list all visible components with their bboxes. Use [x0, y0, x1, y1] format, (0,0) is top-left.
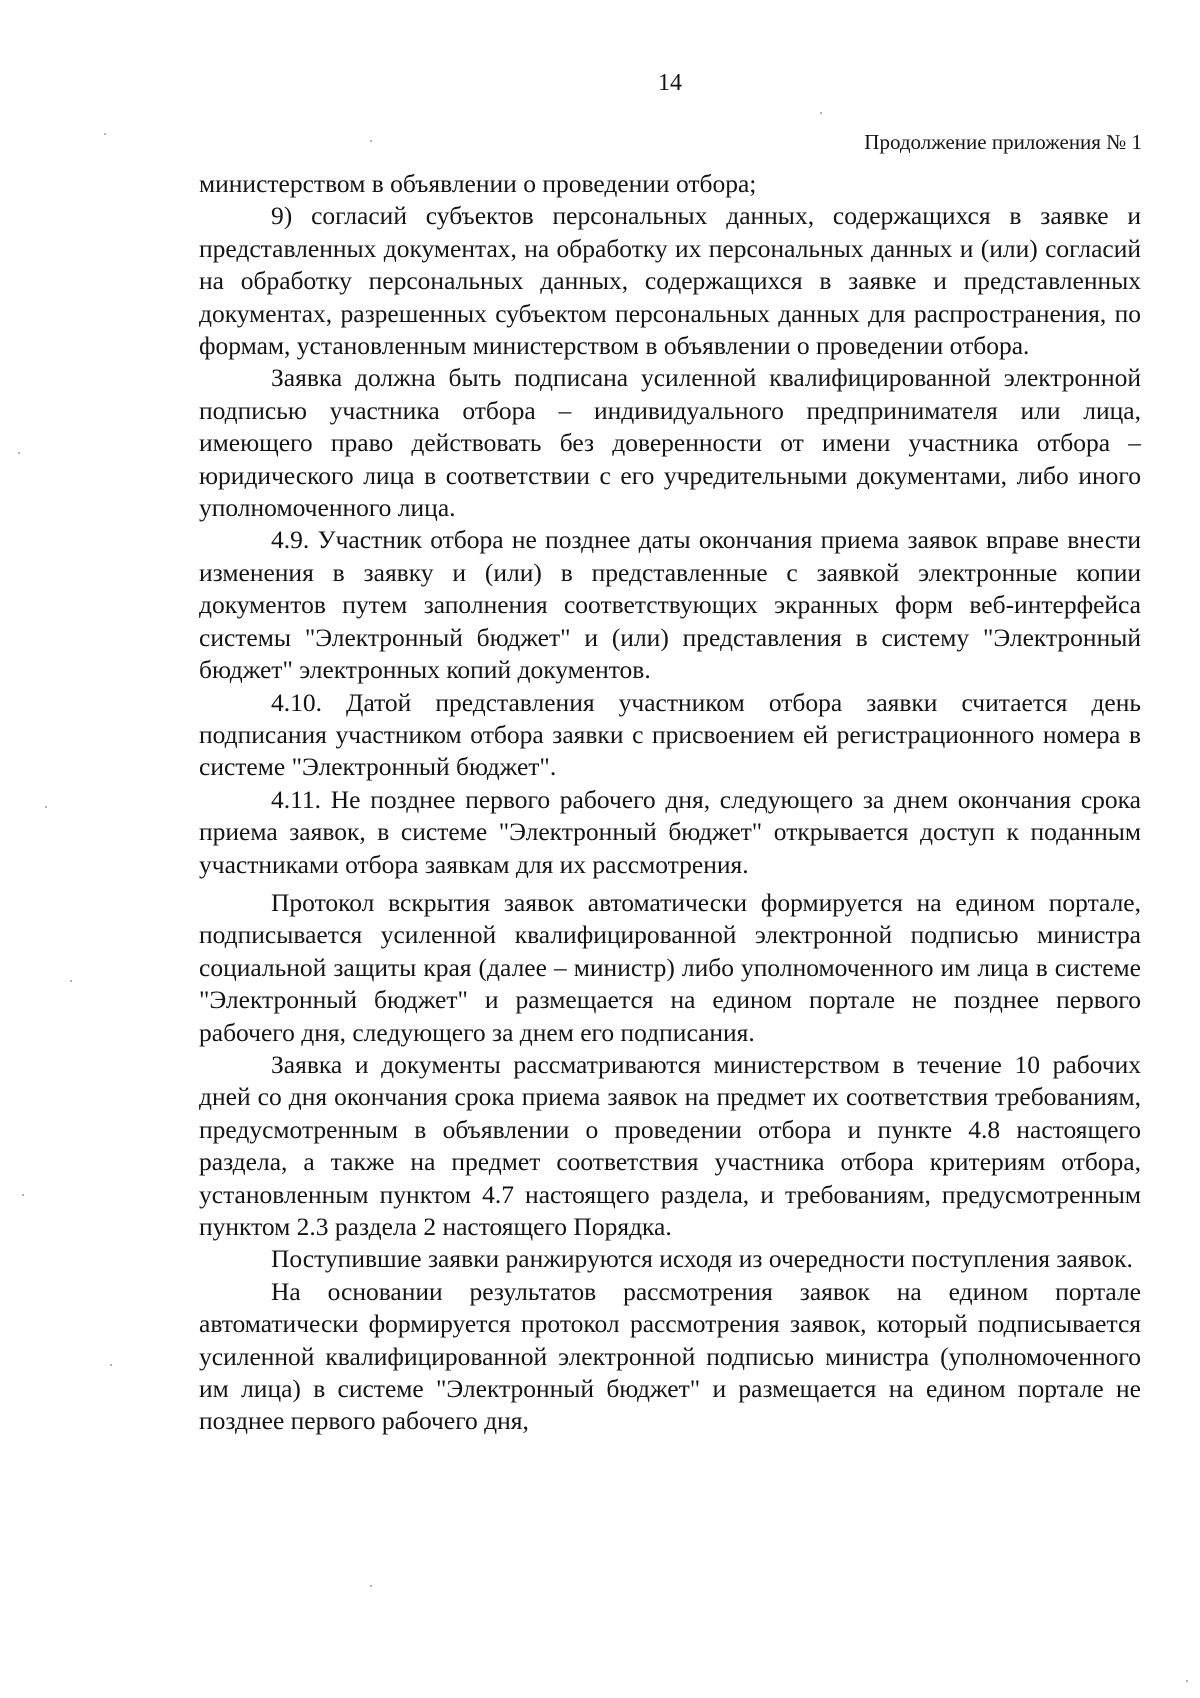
paragraph-signature-requirement: Заявка должна быть подписана усиленной квалифицированной электронной подписью участника отбора – индивидуального предпринимателя или лица, имеющего право действовать без доверенности от имени участника отбора – юридического лица в соответствии с его учредительными документами, либо иного уполномоченного лица. — [199, 363, 1141, 523]
paragraph-review-protocol: На основании результатов рассмотрения заявок на едином портале автоматически формируется протокол рассмотрения заявок, который подписывается усиленной квалифицированной электронной подписью министра (уполномоченного им лица) в системе "Электронный бюджет" и размещается на едином портале не позднее первого рабочего дня, — [199, 1276, 1141, 1436]
scan-speck — [370, 140, 372, 142]
scan-speck — [45, 806, 47, 808]
running-header: Продолжение приложения № 1 — [864, 130, 1142, 154]
paragraph-ranking: Поступившие заявки ранжируются исходя из очередности поступления заявок. — [271, 1244, 1133, 1274]
scan-speck — [70, 980, 72, 982]
scan-speck — [370, 1585, 372, 1587]
paragraph-review-terms: Заявка и документы рассматриваются министерством в течение 10 рабочих дней со дня окончания срока приема заявок на предмет их соответствия требованиям, предусмотренным в объявлении о проведении отбора и пункте 4.8 настоящего раздела, а также на предмет соответствия участника отбора критериям отбора, установленным пунктом 4.7 настоящего раздела, и требованиям, предусмотренным пунктом 2.3 раздела 2 настоящего Порядка. — [199, 1049, 1141, 1241]
scan-speck — [104, 133, 106, 135]
page-number: 14 — [658, 70, 682, 96]
paragraph-item-9: 9) согласий субъектов персональных данных, содержащихся в заявке и представленных документах, на обработку их персональных данных и (или) согласий на обработку персональных данных, содержащихся в заявке и представленных документах, разрешенных субъектом персональных данных для распространения, по формам, установленным министерством в объявлении о проведении отбора. — [199, 201, 1141, 361]
paragraph-4-10: 4.10. Датой представления участником отбора заявки считается день подписания участником отбора заявки с присвоением ей регистрационного номера в системе "Электронный бюджет". — [199, 687, 1141, 782]
paragraph-continuation: министерством в объявлении о проведении отбора; — [199, 169, 757, 198]
scan-speck — [1186, 1680, 1188, 1682]
paragraph-4-11: 4.11. Не позднее первого рабочего дня, следующего за днем окончания срока приема заявок, в системе "Электронный бюджет" открывается доступ к поданным участниками отбора заявкам для их рассмотрения. — [199, 784, 1141, 879]
scan-speck — [110, 1364, 112, 1366]
paragraph-4-9: 4.9. Участник отбора не позднее даты окончания приема заявок вправе внести изменения в заявку и (или) в представленные с заявкой электронные копии документов путем заполнения соответствующих экранных форм веб-интерфейса системы "Электронный бюджет" и (или) представления в систему "Электронный бюджет" электронных копий документов. — [199, 525, 1141, 685]
scan-speck — [820, 112, 822, 114]
paragraph-opening-protocol: Протокол вскрытия заявок автоматически формируется на едином портале, подписывается усиленной квалифицированной электронной подписью министра социальной защиты края (далее – министр) либо уполномоченного им лица в системе "Электронный бюджет" и размещается на едином портале не позднее первого рабочего дня, следующего за днем его подписания. — [199, 887, 1141, 1047]
scan-speck — [18, 452, 20, 454]
scan-speck — [22, 1194, 24, 1196]
document-body — [199, 168, 1141, 1438]
